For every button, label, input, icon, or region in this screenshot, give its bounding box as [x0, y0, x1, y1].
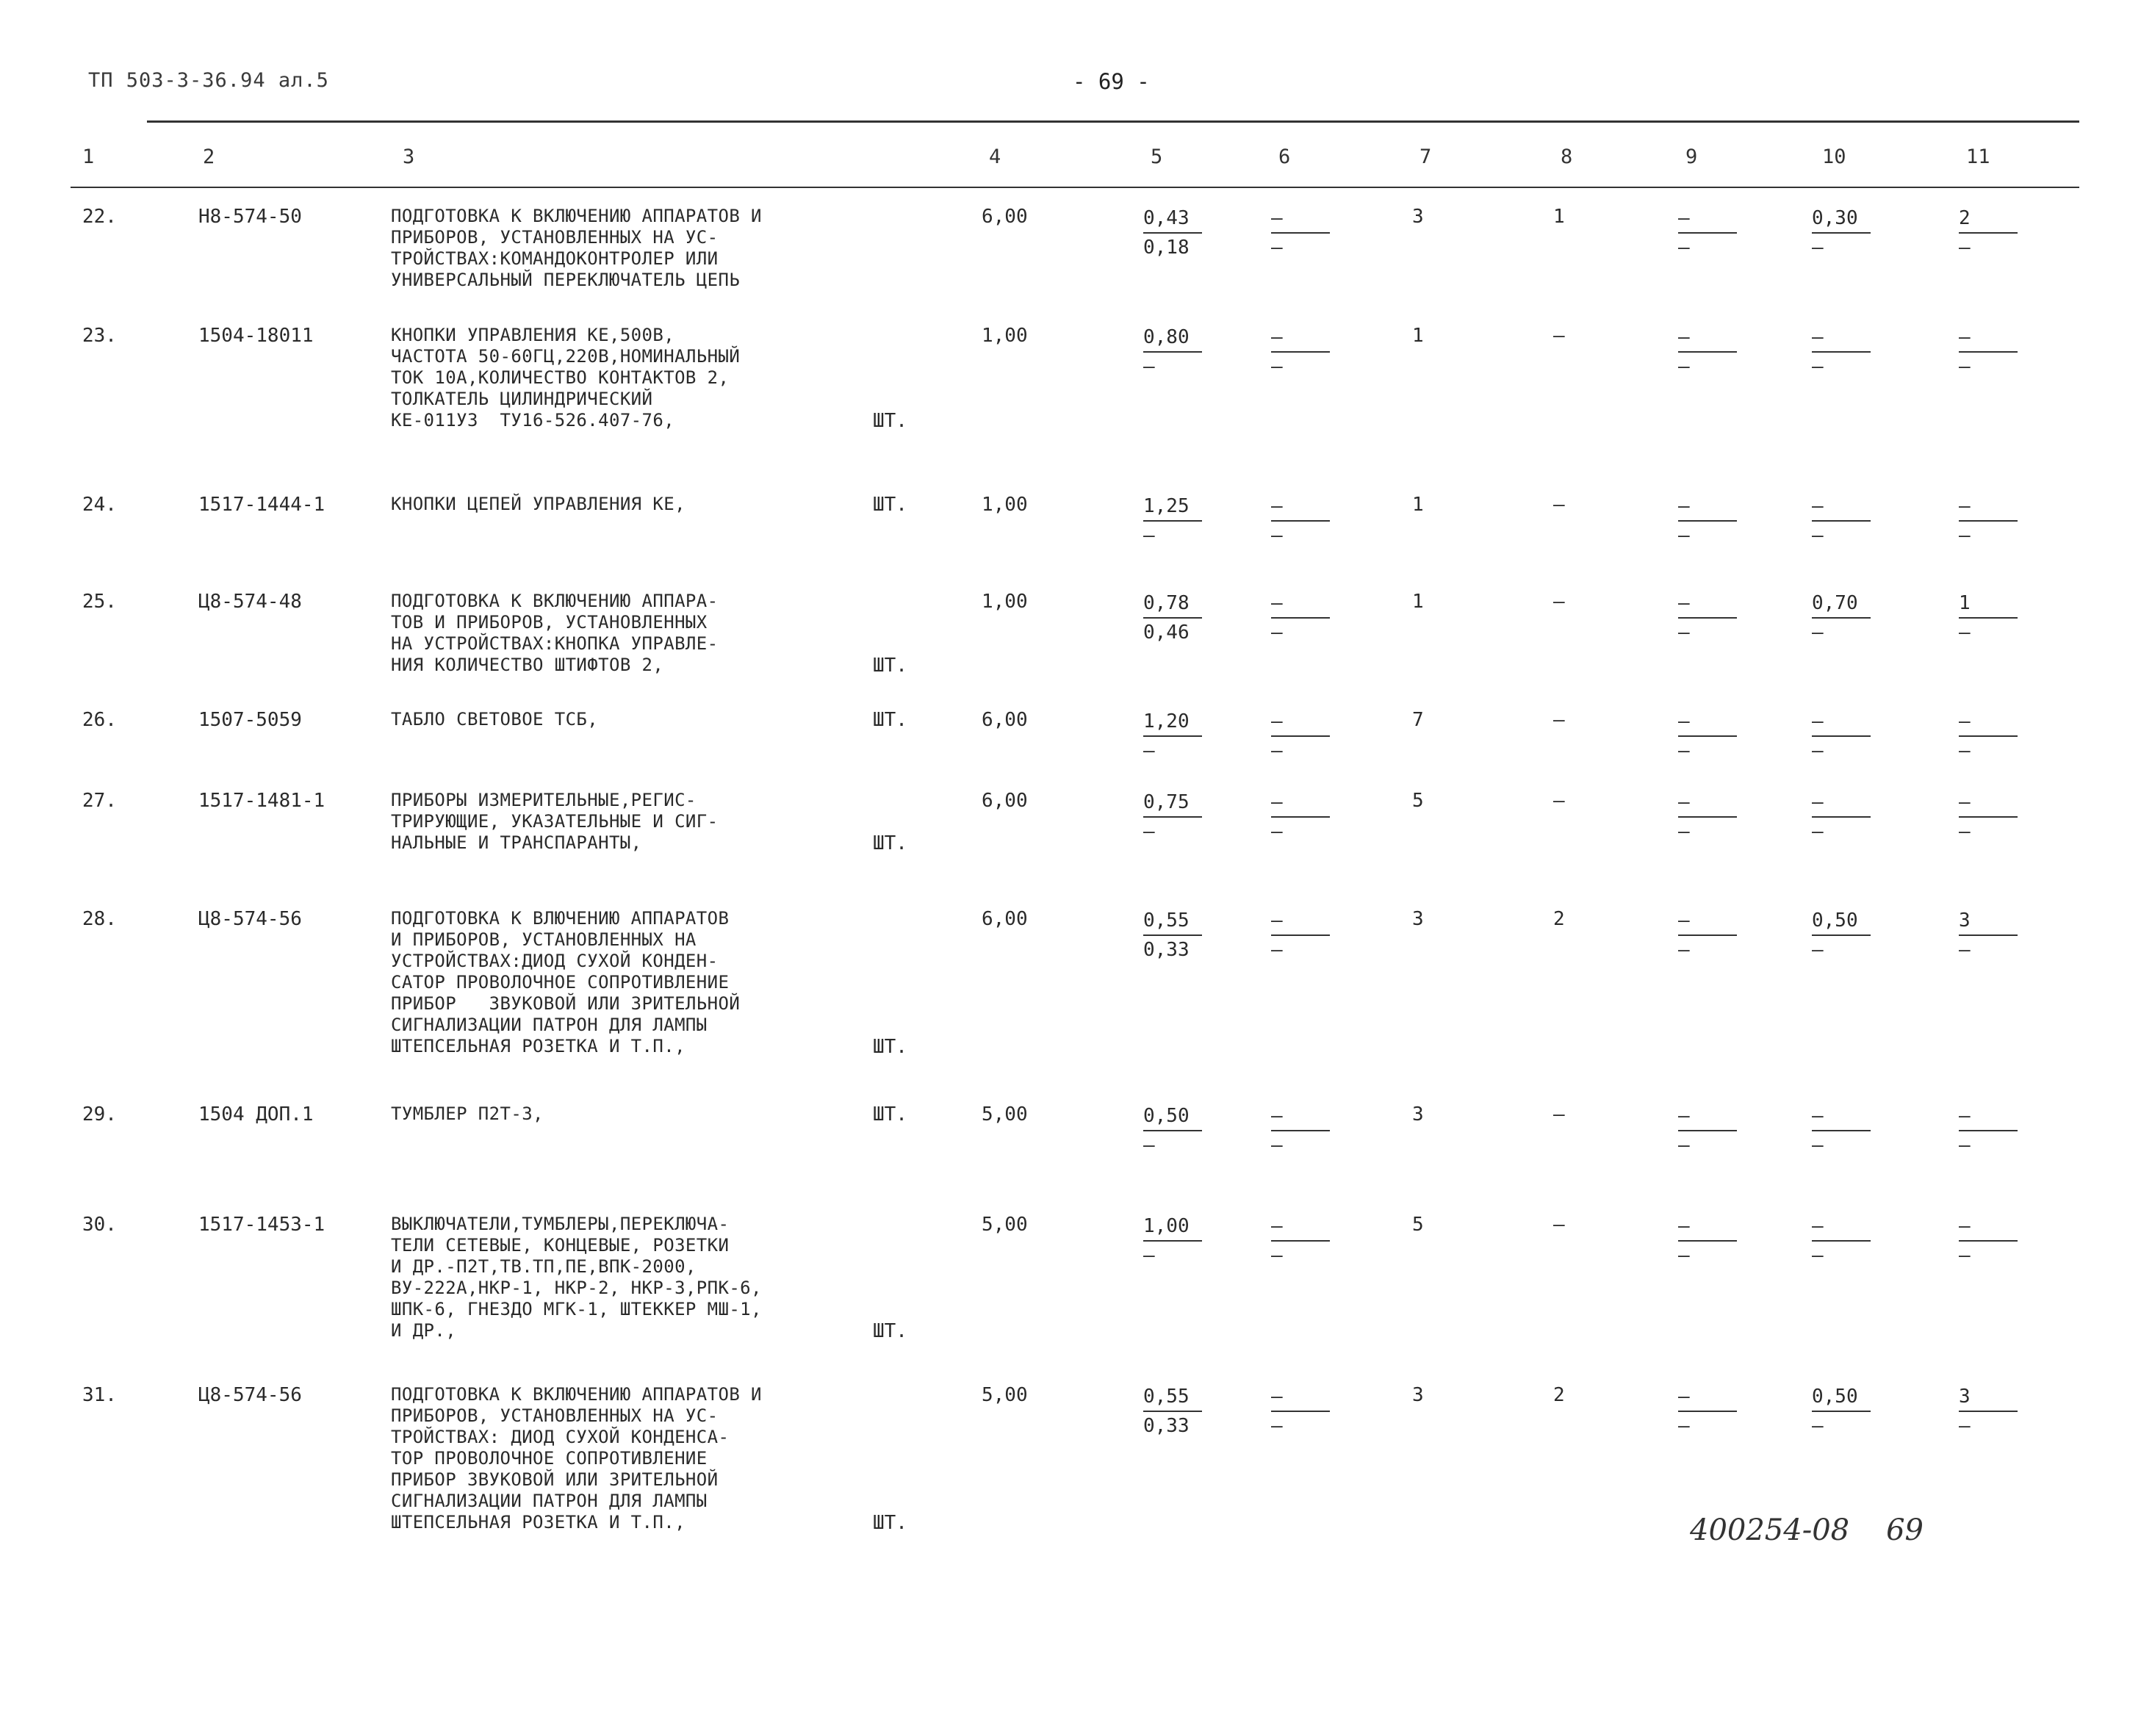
numerator: 1 [1959, 591, 2018, 619]
numerator: 0,70 [1812, 591, 1871, 619]
fraction-col-5 [1143, 206, 1202, 260]
inventory-number: 400254-08 [1690, 1513, 1850, 1547]
fraction-col-6 [1271, 908, 1330, 962]
denominator: – [1143, 740, 1155, 762]
fraction-col-5 [1143, 1214, 1202, 1268]
denominator: – [1959, 622, 1971, 644]
numerator: – [1678, 1384, 1737, 1412]
denominator: – [1812, 1245, 1824, 1267]
col-7-value: 1 [1412, 591, 1424, 613]
numerator: – [1812, 1103, 1871, 1131]
denominator: – [1271, 1134, 1283, 1156]
fraction-col-10 [1812, 591, 1871, 645]
col-head-10: 10 [1822, 145, 1846, 168]
denominator: – [1812, 1415, 1824, 1437]
denominator: – [1959, 356, 1971, 378]
col-8-value: – [1553, 1214, 1565, 1236]
numerator: – [1678, 325, 1737, 353]
numerator: – [1271, 1103, 1330, 1131]
denominator: – [1959, 237, 1971, 259]
numerator: 0,30 [1812, 206, 1871, 234]
col-head-2: 2 [203, 145, 215, 168]
col-head-5: 5 [1151, 145, 1163, 168]
numerator: 0,50 [1812, 1384, 1871, 1412]
denominator: – [1959, 939, 1971, 961]
numerator: – [1678, 790, 1737, 818]
numerator: – [1271, 591, 1330, 619]
quantity: 5,00 [982, 1384, 1028, 1406]
numerator: 1,25 [1143, 494, 1202, 522]
denominator: 0,46 [1143, 622, 1190, 644]
denominator: – [1143, 1134, 1155, 1156]
denominator: 0,33 [1143, 1415, 1190, 1437]
col-head-7: 7 [1419, 145, 1432, 168]
denominator: – [1678, 1134, 1690, 1156]
fraction-col-10 [1812, 908, 1871, 962]
numerator: – [1678, 206, 1737, 234]
row-number: 22. [82, 206, 117, 228]
work-description: ПОДГОТОВКА К ВЛЮЧЕНИЮ АППАРАТОВ И ПРИБОРОВ, УСТАНОВЛЕННЫХ НА УСТРОЙСТВАХ:ДИОД СУХОЙ КОНДЕН- САТОР ПРОВОЛОЧНОЕ СОПРОТИВЛЕНИЕ ПРИБОР ЗВУКОВОЙ ИЛИ ЗРИТЕЛЬНОЙ СИГНАЛИЗАЦИИ ПАТРОН ДЛЯ ЛАМПЫ ШТЕПСЕЛЬНАЯ РОЗЕТКА И Т.П., [391, 908, 741, 1056]
col-head-4: 4 [989, 145, 1001, 168]
col-head-9: 9 [1685, 145, 1698, 168]
col-head-11: 11 [1966, 145, 1990, 168]
numerator: – [1959, 1103, 2018, 1131]
fraction-col-11 [1959, 1214, 2018, 1268]
fraction-col-11 [1959, 591, 2018, 645]
fraction-col-10 [1812, 325, 1871, 379]
numerator: – [1678, 494, 1737, 522]
numerator: 0,50 [1812, 908, 1871, 936]
numerator: 0,43 [1143, 206, 1202, 234]
denominator: – [1812, 525, 1824, 547]
numerator: 1,00 [1143, 1214, 1202, 1242]
work-description: ПРИБОРЫ ИЗМЕРИТЕЛЬНЫЕ,РЕГИС- ТРИРУЮЩИЕ, УКАЗАТЕЛЬНЫЕ И СИГ- НАЛЬНЫЕ И ТРАНСПАРАНТЫ, [391, 790, 719, 853]
fraction-col-9 [1678, 591, 1737, 645]
denominator: – [1271, 1245, 1283, 1267]
fraction-col-5 [1143, 790, 1202, 844]
denominator: – [1959, 1415, 1971, 1437]
row-number: 31. [82, 1384, 117, 1406]
col-7-value: 5 [1412, 1214, 1424, 1236]
denominator: – [1678, 356, 1690, 378]
work-description: ПОДГОТОВКА К ВКЛЮЧЕНИЮ АППАРА- ТОВ И ПРИБОРОВ, УСТАНОВЛЕННЫХ НА УСТРОЙСТВАХ:КНОПКА УПРАВЛЕ- НИЯ КОЛИЧЕСТВО ШТИФТОВ 2, [391, 591, 719, 675]
denominator: – [1678, 939, 1690, 961]
work-description: КНОПКИ ЦЕПЕЙ УПРАВЛЕНИЯ КЕ, [391, 494, 686, 514]
numerator: – [1678, 1214, 1737, 1242]
col-7-value: 3 [1412, 206, 1424, 228]
numerator: 3 [1959, 1384, 2018, 1412]
numerator: – [1812, 709, 1871, 737]
rate-code: Ц8-574-48 [198, 591, 302, 613]
handwritten-inventory [1690, 1513, 1924, 1547]
work-description: ВЫКЛЮЧАТЕЛИ,ТУМБЛЕРЫ,ПЕРЕКЛЮЧА- ТЕЛИ СЕТЕВЫЕ, КОНЦЕВЫЕ, РОЗЕТКИ И ДР.-П2Т,ТВ.ТП,ПЕ,ВПК-2000, ВУ-222А,НКР-1, НКР-2, НКР-3,РПК-6, ШПК-6, ГНЕЗДО МГК-1, ШТЕККЕР МШ-1, И ДР., [391, 1214, 762, 1341]
quantity: 6,00 [982, 709, 1028, 731]
col-8-value: 2 [1553, 1384, 1565, 1406]
work-description: КНОПКИ УПРАВЛЕНИЯ КЕ,500В, ЧАСТОТА 50-60ГЦ,220В,НОМИНАЛЬНЫЙ ТОК 10А,КОЛИЧЕСТВО КОНТАКТОВ 2, ТОЛКАТЕЛЬ ЦИЛИНДРИЧЕСКИЙ КЕ-011У3 ТУ16-526.407-76, [391, 325, 741, 431]
denominator: – [1959, 740, 1971, 762]
unit-of-measure: ШТ. [873, 1036, 907, 1058]
fraction-col-10 [1812, 709, 1871, 763]
rate-code: 1517-1453-1 [198, 1214, 325, 1236]
denominator: – [1143, 1245, 1155, 1267]
fraction-col-9 [1678, 206, 1737, 260]
denominator: – [1678, 1415, 1690, 1437]
denominator: – [1678, 1245, 1690, 1267]
fraction-col-9 [1678, 1103, 1737, 1158]
col-7-value: 1 [1412, 325, 1424, 347]
col-7-value: 3 [1412, 908, 1424, 930]
denominator: – [1143, 356, 1155, 378]
col-8-value: – [1553, 591, 1565, 613]
fraction-col-10 [1812, 206, 1871, 260]
fraction-col-5 [1143, 709, 1202, 763]
fraction-col-10 [1812, 1384, 1871, 1438]
denominator: – [1678, 821, 1690, 843]
row-number: 25. [82, 591, 117, 613]
numerator: 0,78 [1143, 591, 1202, 619]
denominator: – [1959, 1245, 1971, 1267]
unit-of-measure: ШТ. [873, 410, 907, 432]
fraction-col-9 [1678, 709, 1737, 763]
numerator: – [1812, 1214, 1871, 1242]
unit-of-measure: ШТ. [873, 494, 907, 516]
rate-code: 1517-1444-1 [198, 494, 325, 516]
document-code: ТП 503-3-36.94 ал.5 [88, 69, 329, 92]
numerator: – [1812, 494, 1871, 522]
col-8-value: 2 [1553, 908, 1565, 930]
numerator: – [1812, 325, 1871, 353]
fraction-col-11 [1959, 1103, 2018, 1158]
col-8-value: – [1553, 494, 1565, 516]
denominator: – [1678, 237, 1690, 259]
numerator: – [1271, 325, 1330, 353]
rate-code: 1517-1481-1 [198, 790, 325, 812]
denominator: – [1812, 1134, 1824, 1156]
quantity: 1,00 [982, 591, 1028, 613]
fraction-col-5 [1143, 908, 1202, 962]
denominator: – [1959, 821, 1971, 843]
col-head-8: 8 [1561, 145, 1573, 168]
fraction-col-6 [1271, 591, 1330, 645]
fraction-col-5 [1143, 325, 1202, 379]
quantity: 1,00 [982, 494, 1028, 516]
unit-of-measure: ШТ. [873, 709, 907, 731]
denominator: – [1143, 821, 1155, 843]
rate-code: 1507-5059 [198, 709, 302, 731]
denominator: – [1271, 237, 1283, 259]
quantity: 6,00 [982, 206, 1028, 228]
col-8-value: – [1553, 709, 1565, 731]
fraction-col-9 [1678, 790, 1737, 844]
numerator: – [1959, 325, 2018, 353]
rate-code: Ц8-574-56 [198, 1384, 302, 1406]
work-description: ПОДГОТОВКА К ВКЛЮЧЕНИЮ АППАРАТОВ И ПРИБОРОВ, УСТАНОВЛЕННЫХ НА УС- ТРОЙСТВАХ: ДИОД СУХОЙ КОНДЕНСА- ТОР ПРОВОЛОЧНОЕ СОПРОТИВЛЕНИЕ ПРИБОР ЗВУКОВОЙ ИЛИ ЗРИТЕЛЬНОЙ СИГНАЛИЗАЦИИ ПАТРОН ДЛЯ ЛАМПЫ ШТЕПСЕЛЬНАЯ РОЗЕТКА И Т.П., [391, 1384, 762, 1532]
rate-code: Ц8-574-56 [198, 908, 302, 930]
denominator: – [1678, 525, 1690, 547]
page-number: - 69 - [1073, 69, 1150, 94]
col-8-value: – [1553, 325, 1565, 347]
row-number: 26. [82, 709, 117, 731]
col-head-6: 6 [1278, 145, 1291, 168]
quantity: 5,00 [982, 1214, 1028, 1236]
denominator: 0,33 [1143, 939, 1190, 961]
numerator: 1,20 [1143, 709, 1202, 737]
numerator: – [1959, 494, 2018, 522]
numerator: – [1678, 709, 1737, 737]
col-7-value: 5 [1412, 790, 1424, 812]
row-number: 24. [82, 494, 117, 516]
fraction-col-11 [1959, 709, 2018, 763]
fraction-col-6 [1271, 1384, 1330, 1438]
col-7-value: 3 [1412, 1384, 1424, 1406]
work-description: ТУМБЛЕР П2Т-3, [391, 1103, 544, 1124]
numerator: – [1678, 908, 1737, 936]
fraction-col-9 [1678, 1214, 1737, 1268]
numerator: – [1271, 1214, 1330, 1242]
quantity: 1,00 [982, 325, 1028, 347]
unit-of-measure: ШТ. [873, 1320, 907, 1342]
numerator: – [1271, 790, 1330, 818]
fraction-col-11 [1959, 325, 2018, 379]
numerator: – [1271, 908, 1330, 936]
quantity: 6,00 [982, 790, 1028, 812]
denominator: – [1812, 622, 1824, 644]
denominator: – [1271, 356, 1283, 378]
fraction-col-9 [1678, 494, 1737, 548]
denominator: – [1143, 525, 1155, 547]
fraction-col-5 [1143, 494, 1202, 548]
fraction-col-9 [1678, 1384, 1737, 1438]
denominator: – [1959, 1134, 1971, 1156]
header-rule [147, 120, 2079, 123]
fraction-col-6 [1271, 1214, 1330, 1268]
numerator: 0,55 [1143, 908, 1202, 936]
rate-code: 1504-18011 [198, 325, 314, 347]
unit-of-measure: ШТ. [873, 1103, 907, 1125]
fraction-col-6 [1271, 494, 1330, 548]
numerator: 2 [1959, 206, 2018, 234]
numerator: – [1271, 709, 1330, 737]
denominator: 0,18 [1143, 237, 1190, 259]
fraction-col-6 [1271, 709, 1330, 763]
numerator: – [1812, 790, 1871, 818]
row-number: 23. [82, 325, 117, 347]
numerator: – [1271, 1384, 1330, 1412]
numerator: 0,80 [1143, 325, 1202, 353]
col-8-value: 1 [1553, 206, 1565, 228]
fraction-col-10 [1812, 790, 1871, 844]
column-header-rule [71, 187, 2079, 188]
unit-of-measure: ШТ. [873, 655, 907, 677]
col-head-1: 1 [82, 145, 95, 168]
quantity: 6,00 [982, 908, 1028, 930]
numerator: – [1678, 591, 1737, 619]
col-8-value: – [1553, 1103, 1565, 1125]
fraction-col-10 [1812, 1103, 1871, 1158]
rate-code: 1504 ДОП.1 [198, 1103, 314, 1125]
fraction-col-10 [1812, 1214, 1871, 1268]
numerator: – [1959, 790, 2018, 818]
col-head-3: 3 [403, 145, 415, 168]
col-8-value: – [1553, 790, 1565, 812]
fraction-col-11 [1959, 908, 2018, 962]
fraction-col-6 [1271, 206, 1330, 260]
numerator: 0,75 [1143, 790, 1202, 818]
denominator: – [1271, 740, 1283, 762]
numerator: 3 [1959, 908, 2018, 936]
col-7-value: 1 [1412, 494, 1424, 516]
denominator: – [1812, 939, 1824, 961]
numerator: – [1959, 1214, 2018, 1242]
fraction-col-5 [1143, 591, 1202, 645]
unit-of-measure: ШТ. [873, 1512, 907, 1534]
denominator: – [1812, 237, 1824, 259]
denominator: – [1271, 821, 1283, 843]
work-description: ПОДГОТОВКА К ВКЛЮЧЕНИЮ АППАРАТОВ И ПРИБОРОВ, УСТАНОВЛЕННЫХ НА УС- ТРОЙСТВАХ:КОМАНДОКОНТРОЛЕР ИЛИ УНИВЕРСАЛЬНЫЙ ПЕРЕКЛЮЧАТЕЛЬ ЦЕПЬ [391, 206, 762, 290]
fraction-col-6 [1271, 1103, 1330, 1158]
numerator: – [1271, 206, 1330, 234]
rate-code: Н8-574-50 [198, 206, 302, 228]
fraction-col-9 [1678, 325, 1737, 379]
denominator: – [1271, 525, 1283, 547]
numerator: – [1959, 709, 2018, 737]
fraction-col-6 [1271, 325, 1330, 379]
numerator: 0,50 [1143, 1103, 1202, 1131]
row-number: 27. [82, 790, 117, 812]
row-number: 29. [82, 1103, 117, 1125]
fraction-col-11 [1959, 494, 2018, 548]
denominator: – [1271, 1415, 1283, 1437]
denominator: – [1678, 740, 1690, 762]
fraction-col-11 [1959, 206, 2018, 260]
col-7-value: 3 [1412, 1103, 1424, 1125]
denominator: – [1959, 525, 1971, 547]
numerator: – [1678, 1103, 1737, 1131]
quantity: 5,00 [982, 1103, 1028, 1125]
denominator: – [1812, 740, 1824, 762]
denominator: – [1812, 821, 1824, 843]
fraction-col-9 [1678, 908, 1737, 962]
denominator: – [1812, 356, 1824, 378]
handwritten-page-number: 69 [1886, 1513, 1924, 1547]
row-number: 30. [82, 1214, 117, 1236]
fraction-col-5 [1143, 1384, 1202, 1438]
fraction-col-5 [1143, 1103, 1202, 1158]
fraction-col-10 [1812, 494, 1871, 548]
numerator: 0,55 [1143, 1384, 1202, 1412]
denominator: – [1271, 622, 1283, 644]
unit-of-measure: ШТ. [873, 832, 907, 854]
col-7-value: 7 [1412, 709, 1424, 731]
numerator: – [1271, 494, 1330, 522]
denominator: – [1271, 939, 1283, 961]
work-description: ТАБЛО СВЕТОВОЕ ТСБ, [391, 709, 599, 730]
fraction-col-11 [1959, 1384, 2018, 1438]
fraction-col-6 [1271, 790, 1330, 844]
row-number: 28. [82, 908, 117, 930]
denominator: – [1678, 622, 1690, 644]
fraction-col-11 [1959, 790, 2018, 844]
